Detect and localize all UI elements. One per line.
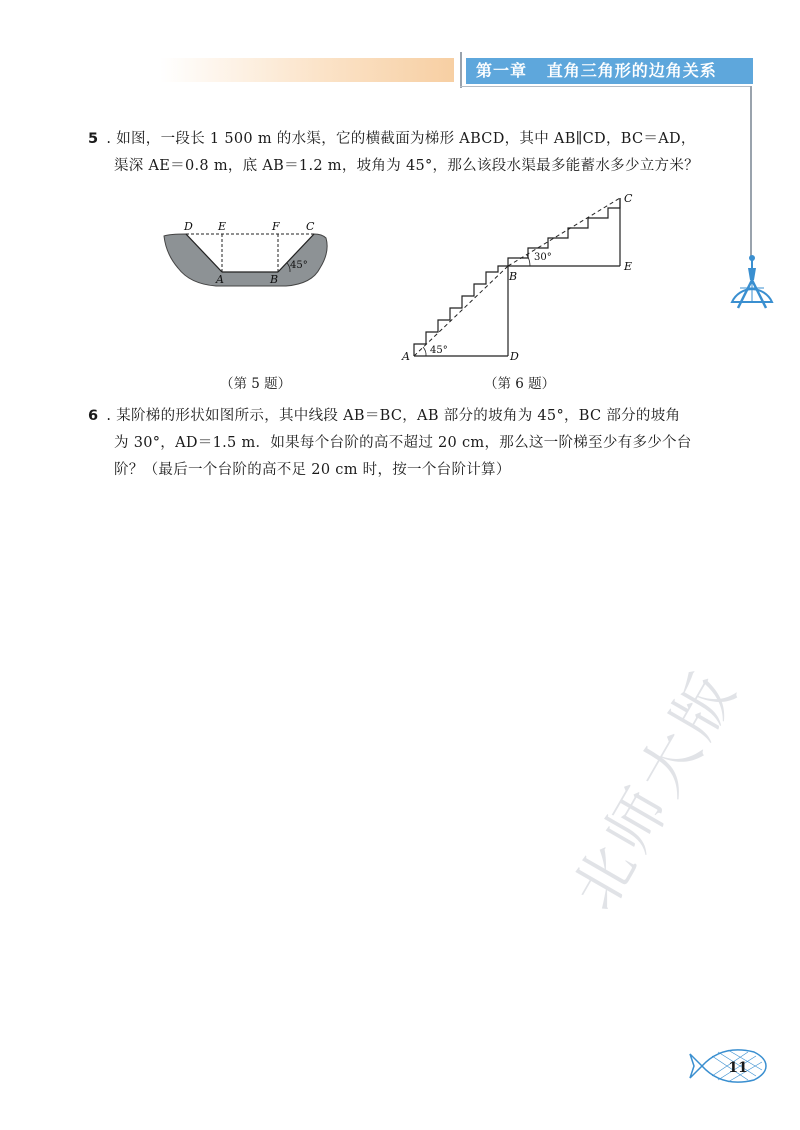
angle-label-top: 30° [534,252,552,263]
header-divider [460,52,462,88]
figure-6-caption: （第 6 题） [484,376,556,392]
header-gradient-bar [160,58,454,82]
page-number: 11 [728,1060,748,1076]
label-c: C [624,192,633,205]
problem-number: 6 [88,408,99,424]
label-c: C [306,220,315,233]
label-e: E [218,220,227,233]
label-a: A [402,350,410,363]
problem-text-line: 渠深 AE＝0.8 m，底 AB＝1.2 m，坡角为 45°，那么该段水渠最多能蓄水多少立方米？ [114,158,699,174]
problem-text-line: 阶？（最后一个台阶的高不足 20 cm 时，按一个台阶计算） [114,462,511,478]
problem-number: 5 [88,131,99,147]
slope-ab [414,266,508,356]
problem-text-line: . 某阶梯的形状如图所示，其中线段 AB＝BC，AB 部分的坡角为 45°，BC 部分的坡角 [106,408,681,424]
publisher-watermark: 北师大版 [559,657,752,922]
problem-5 [88,126,728,180]
figure-6-staircase [398,188,644,368]
angle-arc-bottom [423,347,426,356]
compass-icon [726,250,778,312]
label-a: A [216,273,224,286]
label-d: D [184,220,193,233]
slope-bc [508,198,620,266]
figure-5-caption: （第 5 题） [220,376,292,392]
header-rule [460,86,752,87]
label-f: F [272,220,280,233]
problem-text-line: . 如图，一段长 1 500 m 的水渠，它的横截面为梯形 ABCD，其中 AB∥CD，BC＝AD， [106,131,696,147]
label-b: B [509,270,518,283]
problem-text-line: 为 30°，AD＝1.5 m．如果每个台阶的高不超过 20 cm，那么这一阶梯至少有多少个台 [114,435,692,451]
label-e: E [624,260,633,273]
angle-label-bottom: 45° [430,345,448,356]
margin-rule [750,86,752,256]
chapter-title: 第一章 直角三角形的边角关系 [466,58,753,84]
problem-6 [88,403,728,484]
angle-label: 45° [290,260,308,271]
figure-5-canal [160,212,340,292]
label-d: D [510,350,519,363]
label-b: B [270,273,279,286]
